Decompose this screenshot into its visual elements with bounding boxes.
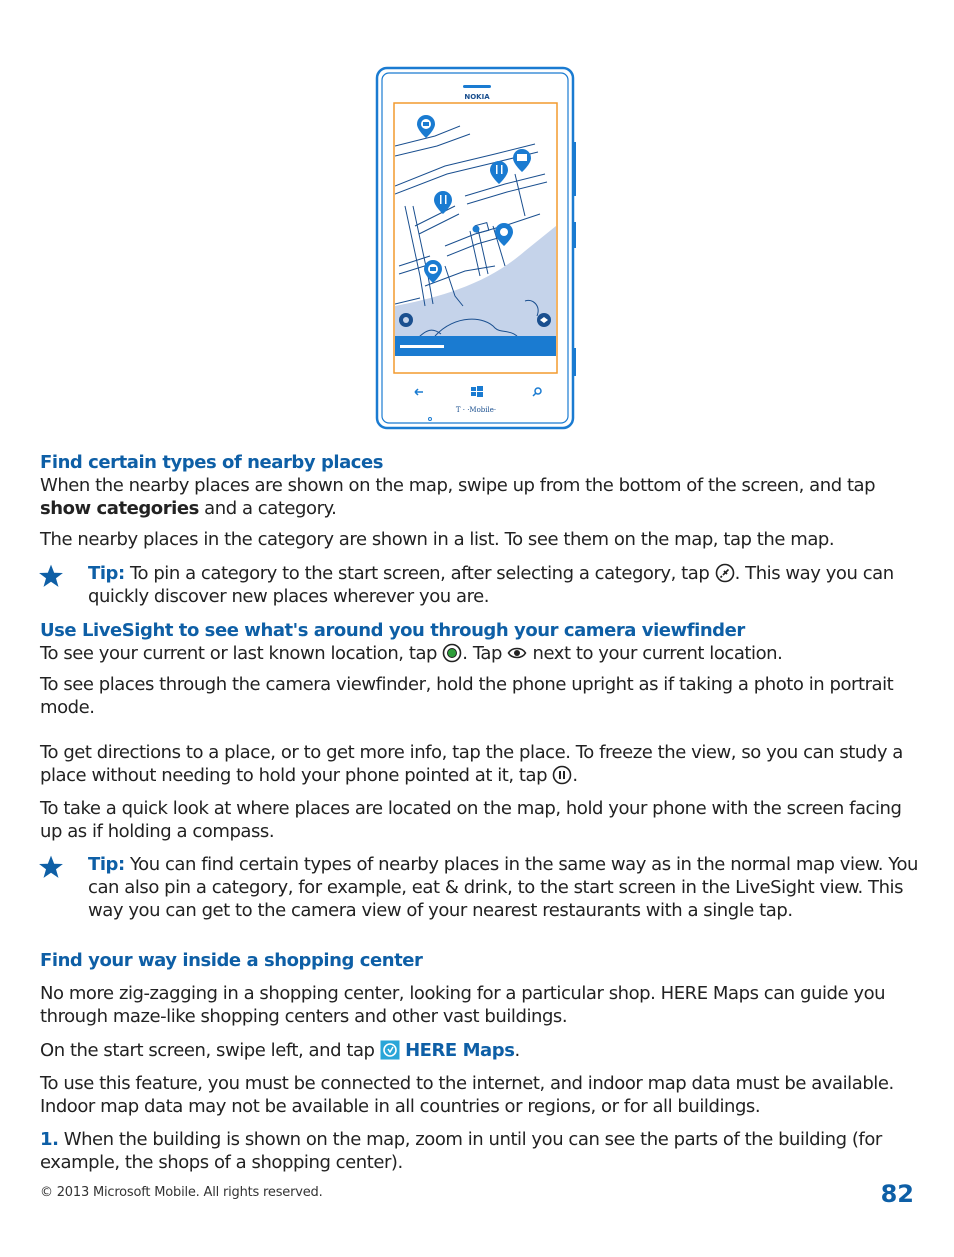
paragraph-swipe-categories: When the nearby places are shown on the map, swipe up from the bottom of the screen, and tap show categories and a category. <box>40 475 876 519</box>
paragraph-directions-freeze: To get directions to a place, or to get more info, tap the place. To freeze the view, so you can study a place without needing to hold your phone pointed at it, tap . <box>40 742 903 786</box>
pause-icon <box>552 765 572 785</box>
pin-to-start-icon <box>715 563 735 583</box>
heading-nearby-types: Find certain types of nearby places <box>40 452 384 473</box>
page-number: 82 <box>880 1180 914 1208</box>
star-icon <box>38 563 64 589</box>
step-1: 1. When the building is shown on the map, zoom in until you can see the parts of the building (for example, the shops of a shopping center). <box>40 1129 882 1173</box>
content <box>40 451 920 1174</box>
here-maps-tile-icon <box>380 1040 400 1060</box>
current-location-dot <box>473 226 480 233</box>
ui-term-show-categories: show categories <box>40 498 199 519</box>
star-icon-2 <box>38 854 64 880</box>
paragraph-compass: To take a quick look at where places are located on the map, hold your phone with the screen facing up as if holding a compass. <box>40 798 902 842</box>
paragraph-camera-viewfinder: To see places through the camera viewfinder, hold the phone upright as if taking a photo in portrait mode. <box>40 674 894 718</box>
location-target-icon <box>442 643 462 663</box>
phone-brand-label: NOKIA <box>464 93 490 101</box>
paragraph-internet-required: To use this feature, you must be connected to the internet, and indoor map data must be available. Indoor map data may not be available in all countries or regions, or for all buildings. <box>40 1073 894 1117</box>
heading-livesight: Use LiveSight to see what's around you through your camera viewfinder <box>40 620 745 641</box>
livesight-eye-icon <box>507 643 527 663</box>
carrier-label: T · ·Mobile· <box>455 406 497 414</box>
tip-pin-category: Tip: To pin a category to the start screen, after selecting a category, tap . This way you can quickly discover new places wherever you are. <box>40 562 920 608</box>
tip-livesight-categories: Tip: You can find certain types of nearby places in the same way as in the normal map view. You can also pin a category, for example, eat & drink, to the start screen in the LiveSight view. This way you can get to the camera view of your nearest restaurants with a single tap. <box>40 853 920 922</box>
copyright-footer: © 2013 Microsoft Mobile. All rights reserved. <box>40 1185 323 1200</box>
here-maps-link[interactable]: HERE Maps <box>405 1040 515 1061</box>
phone-illustration <box>375 66 577 430</box>
paragraph-category-list: The nearby places in the category are shown in a list. To see them on the map, tap the map. <box>40 529 835 550</box>
paragraph-current-location: To see your current or last known location, tap . Tap next to your current location. <box>40 643 783 664</box>
step-number: 1. <box>40 1129 59 1150</box>
paragraph-zig-zagging: No more zig-zagging in a shopping center, looking for a particular shop. HERE Maps can guide you through maze-like shopping centers and other vast buildings. <box>40 983 886 1027</box>
paragraph-open-here-maps: On the start screen, swipe left, and tap HERE Maps. <box>40 1040 520 1061</box>
heading-shopping-center: Find your way inside a shopping center <box>40 950 423 971</box>
